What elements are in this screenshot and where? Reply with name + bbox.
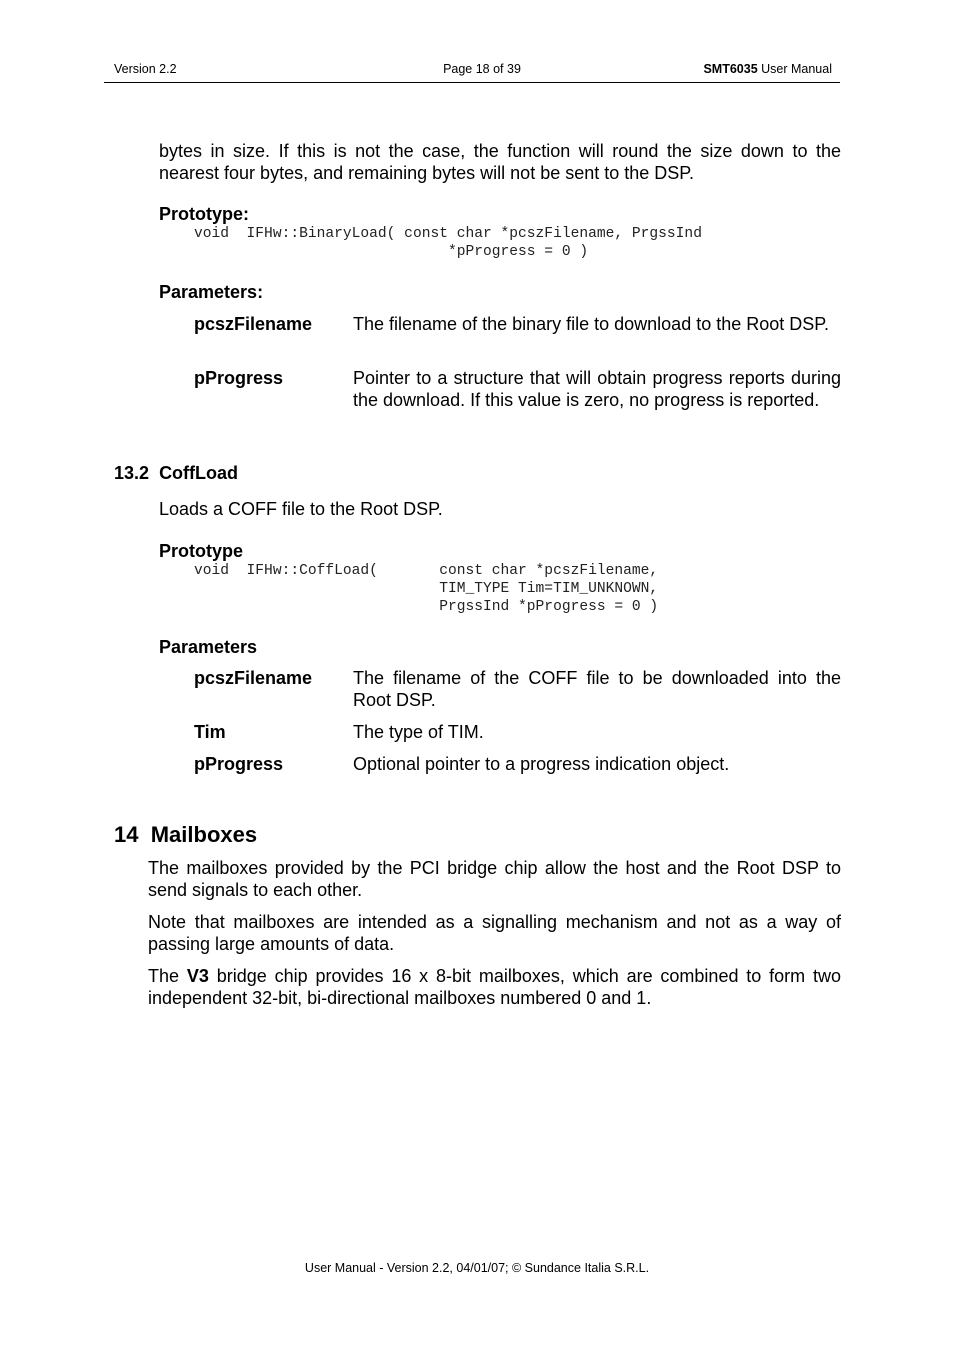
coffload-code-line-2: TIM_TYPE Tim=TIM_UNKNOWN, xyxy=(194,581,659,597)
mailboxes-paragraph-3 xyxy=(148,965,841,1009)
header-version: Version 2.2 xyxy=(114,62,177,76)
header-manual-title xyxy=(703,62,832,76)
coffload-code-line-3: PrgssInd *pProgress = 0 ) xyxy=(194,599,659,615)
para3-prefix: The xyxy=(148,966,187,986)
binaryload-prototype-heading: Prototype: xyxy=(159,204,249,224)
header-manual: User Manual xyxy=(757,62,832,76)
intro-paragraph: bytes in size. If this is not the case, the function will round the size down to the nearest four bytes, and remaining bytes will not be sent to the DSP. xyxy=(159,141,841,183)
section-number: 14 xyxy=(114,822,139,847)
page-footer: User Manual - Version 2.2, 04/01/07; © Sundance Italia S.R.L. xyxy=(304,1261,650,1275)
binaryload-param-name: pcszFilename xyxy=(194,314,313,334)
binaryload-param-desc: The filename of the binary file to download to the Root DSP. xyxy=(353,314,829,334)
section-number: 13.2 xyxy=(114,463,150,483)
section-14-heading xyxy=(114,822,257,848)
coffload-param-desc: Optional pointer to a progress indication object. xyxy=(353,754,730,774)
coffload-param-name: pProgress xyxy=(194,754,284,774)
coffload-param-name: pcszFilename xyxy=(194,668,313,688)
section-title: Mailboxes xyxy=(150,822,258,847)
mailboxes-paragraph-1: The mailboxes provided by the PCI bridge chip allow the host and the Root DSP to send signals to each other. xyxy=(148,858,841,900)
mailboxes-paragraph-2: Note that mailboxes are intended as a signalling mechanism and not as a way of passing large amounts of data. xyxy=(148,912,841,954)
binaryload-parameters-heading: Parameters: xyxy=(159,282,264,302)
para3-suffix: bridge chip provides 16 x 8-bit mailboxes, which are combined to form two independent 32-bit, bi-directional mailboxes numbered 0 and 1. xyxy=(148,966,841,1008)
binaryload-code-line-2: *pProgress = 0 ) xyxy=(194,244,589,260)
binaryload-param-desc: Pointer to a structure that will obtain progress reports during the download. If this value is zero, no progress is reported. xyxy=(353,368,841,410)
para3-bold-v3: V3 xyxy=(186,966,209,986)
section-13-2-heading xyxy=(114,462,238,484)
header-page-number: Page 18 of 39 xyxy=(443,62,521,76)
coffload-param-name: Tim xyxy=(194,722,226,742)
coffload-code-line-1: void IFHw::CoffLoad( const char *pcszFilename, xyxy=(194,563,659,579)
binaryload-code-line-1: void IFHw::BinaryLoad( const char *pcszFilename, PrgssInd xyxy=(194,226,702,242)
coffload-parameters-heading: Parameters xyxy=(159,637,258,657)
binaryload-param-name: pProgress xyxy=(194,368,284,388)
coffload-param-desc: The type of TIM. xyxy=(353,722,484,742)
page-header xyxy=(104,62,840,83)
coffload-prototype-heading: Prototype xyxy=(159,541,244,561)
coffload-description: Loads a COFF file to the Root DSP. xyxy=(159,499,443,519)
header-product: SMT6035 xyxy=(703,62,758,76)
coffload-param-desc: The filename of the COFF file to be downloaded into the Root DSP. xyxy=(353,668,841,710)
section-title: CoffLoad xyxy=(159,463,239,483)
